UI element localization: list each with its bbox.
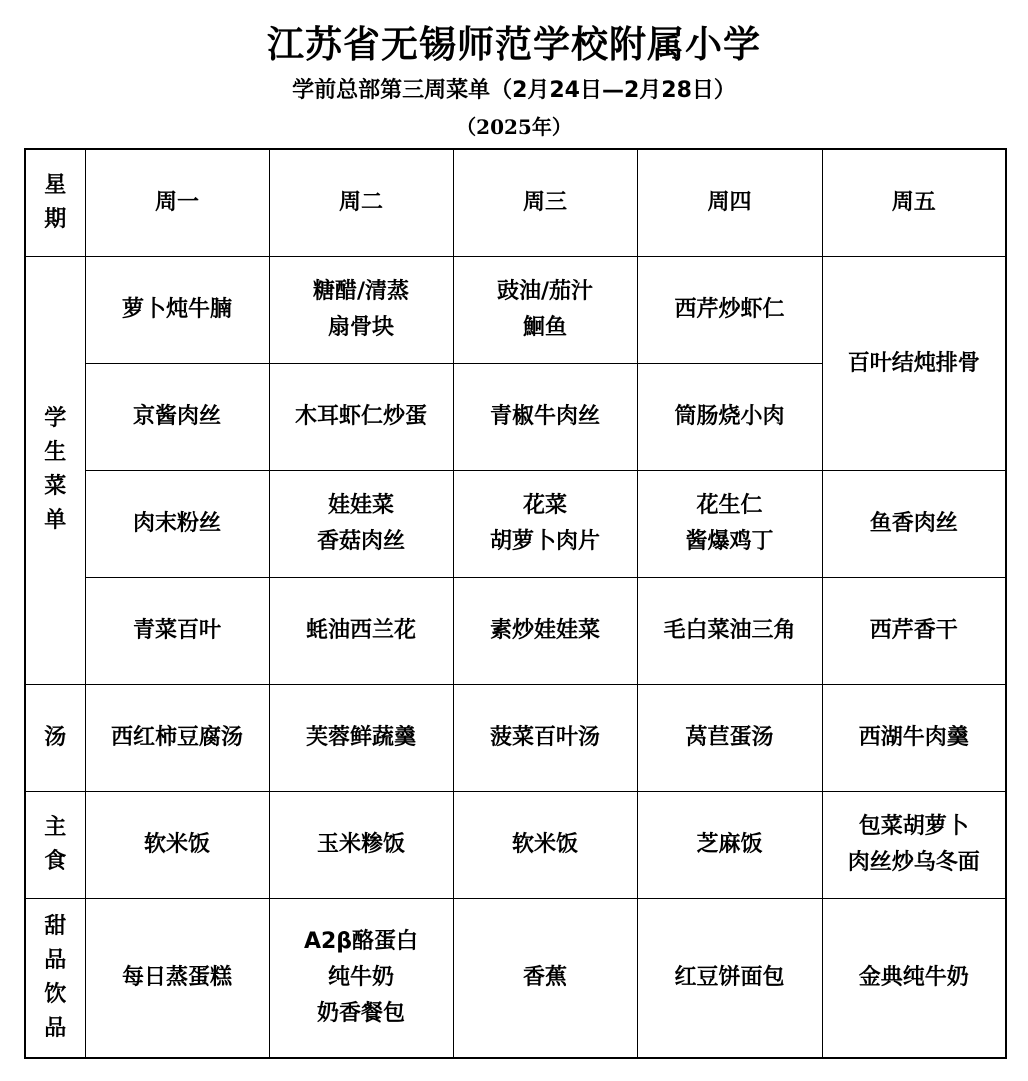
menu-cell: 花菜 胡萝卜肉片 — [453, 471, 637, 578]
student-menu-row — [25, 471, 1006, 578]
staple-cell: 芝麻饭 — [637, 792, 822, 899]
dessert-label-cell — [25, 899, 85, 1059]
page-title: 江苏省无锡师范学校附属小学 — [267, 23, 761, 66]
dessert-cell: 每日蒸蛋糕 — [85, 899, 269, 1059]
menu-cell: 娃娃菜 香菇肉丝 — [269, 471, 453, 578]
day-header-wed: 周三 — [453, 149, 637, 257]
soup-cell: 西湖牛肉羹 — [822, 685, 1006, 792]
day-header-tue: 周二 — [269, 149, 453, 257]
menu-cell: 素炒娃娃菜 — [453, 578, 637, 685]
menu-cell: 蚝油西兰花 — [269, 578, 453, 685]
menu-cell: 西芹香干 — [822, 578, 1006, 685]
soup-row — [25, 685, 1006, 792]
day-header-fri: 周五 — [822, 149, 1006, 257]
menu-cell: 豉油/茄汁 鮰鱼 — [453, 257, 637, 364]
staple-cell: 玉米糁饭 — [269, 792, 453, 899]
menu-cell: 毛白菜油三角 — [637, 578, 822, 685]
menu-cell: 花生仁 酱爆鸡丁 — [637, 471, 822, 578]
staple-row — [25, 792, 1006, 899]
menu-cell: 鱼香肉丝 — [822, 471, 1006, 578]
menu-cell: 肉末粉丝 — [85, 471, 269, 578]
menu-year: （2025年） — [456, 115, 572, 139]
staple-label-cell — [25, 792, 85, 899]
soup-label: 汤 — [44, 725, 67, 750]
day-header-mon: 周一 — [85, 149, 269, 257]
dessert-cell: A2β酪蛋白 纯牛奶 奶香餐包 — [269, 899, 453, 1059]
staple-cell: 软米饭 — [453, 792, 637, 899]
staple-label: 主食 — [44, 814, 67, 874]
weekday-label: 星期 — [44, 172, 67, 232]
student-menu-row — [25, 257, 1006, 364]
menu-cell: 糖醋/清蒸 扇骨块 — [269, 257, 453, 364]
dessert-label: 甜品饮品 — [44, 913, 67, 1041]
dessert-cell: 金典纯牛奶 — [822, 899, 1006, 1059]
weekday-header-row — [25, 149, 1006, 257]
menu-cell: 筒肠烧小肉 — [637, 364, 822, 471]
menu-cell: 西芹炒虾仁 — [637, 257, 822, 364]
soup-cell: 西红柿豆腐汤 — [85, 685, 269, 792]
menu-subtitle: 学前总部第三周菜单（2月24日—2月28日） — [292, 78, 736, 103]
dessert-cell: 香蕉 — [453, 899, 637, 1059]
soup-label-cell — [25, 685, 85, 792]
staple-cell: 包菜胡萝卜 肉丝炒乌冬面 — [822, 792, 1006, 899]
day-header-thu: 周四 — [637, 149, 822, 257]
menu-cell: 百叶结炖排骨 — [822, 257, 1006, 471]
soup-cell: 莴苣蛋汤 — [637, 685, 822, 792]
menu-cell: 青椒牛肉丝 — [453, 364, 637, 471]
menu-cell: 青菜百叶 — [85, 578, 269, 685]
soup-cell: 芙蓉鲜蔬羹 — [269, 685, 453, 792]
menu-cell: 萝卜炖牛腩 — [85, 257, 269, 364]
menu-cell: 京酱肉丝 — [85, 364, 269, 471]
corner-cell — [25, 149, 85, 257]
student-menu-label-cell — [25, 257, 85, 685]
student-menu-row — [25, 578, 1006, 685]
student-menu-label: 学生菜单 — [44, 406, 67, 533]
menu-cell: 木耳虾仁炒蛋 — [269, 364, 453, 471]
staple-cell: 软米饭 — [85, 792, 269, 899]
weekly-menu-table — [24, 148, 1007, 1059]
dessert-cell: 红豆饼面包 — [637, 899, 822, 1059]
soup-cell: 菠菜百叶汤 — [453, 685, 637, 792]
dessert-row — [25, 899, 1006, 1059]
